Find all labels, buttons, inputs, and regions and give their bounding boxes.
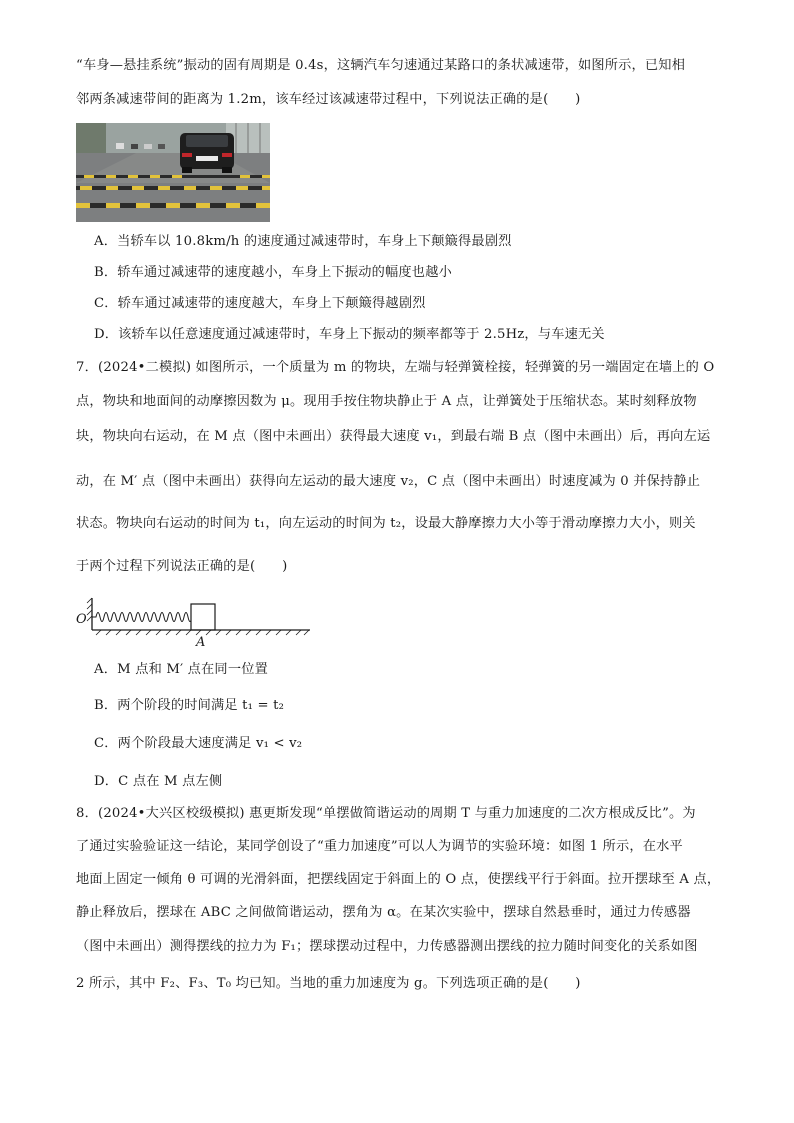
speed-bump-photo xyxy=(76,123,270,222)
q7-option-b: B．两个阶段的时间满足 t₁ = t₂ xyxy=(94,698,285,713)
q6-option-c: C．轿车通过减速带的速度越大，车身上下颠簸得越剧烈 xyxy=(94,296,426,311)
q7-stem-line-1: 7．(2024•二模拟) 如图所示，一个质量为 m 的物块，左端与轻弹簧栓接，轻弹簧的另一端固定在墙上的 O xyxy=(76,360,715,375)
q6-option-d: D．该轿车以任意速度通过减速带时，车身上下振动的频率都等于 2.5Hz，与车速无关 xyxy=(94,327,605,342)
q8-stem-line-6: 2 所示，其中 F₂、F₃、T₀ 均已知。当地的重力加速度为 g。下列选项正确的是( ) xyxy=(76,976,581,991)
q7-stem-line-5: 状态。物块向右运动的时间为 t₁，向左运动的时间为 t₂，设最大静摩擦力大小等于滑动摩擦力大小，则关 xyxy=(76,516,696,531)
q7-option-c: C．两个阶段最大速度满足 v₁ < v₂ xyxy=(94,736,303,751)
label-o: O xyxy=(76,612,87,627)
spring-block-diagram xyxy=(76,596,316,656)
q6-stem-line-2: 邻两条减速带间的距离为 1.2m，该车经过该减速带过程中，下列说法正确的是( ) xyxy=(76,92,581,107)
q6-option-a: A．当轿车以 10.8km/h 的速度通过减速带时，车身上下颠簸得最剧烈 xyxy=(94,234,512,249)
q7-stem-line-4: 动，在 M′ 点（图中未画出）获得向左运动的最大速度 v₂，C 点（图中未画出）时速度减为 0 并保持静止 xyxy=(76,474,701,489)
q8-stem-line-1: 8．(2024•大兴区校级模拟) 惠更斯发现“单摆做简谐运动的周期 T 与重力加速度的二次方根成反比”。为 xyxy=(76,806,696,821)
q7-option-a: A．M 点和 M′ 点在同一位置 xyxy=(94,662,268,677)
q7-stem-line-3: 块，物块向右运动，在 M 点（图中未画出）获得最大速度 v₁，到最右端 B 点（图中未画出）后，再向左运 xyxy=(76,429,711,444)
q8-stem-line-2: 了通过实验验证这一结论，某同学创设了“重力加速度”可以人为调节的实验环境：如图 1 所示，在水平 xyxy=(76,839,683,854)
wall-hatch xyxy=(87,598,92,621)
q8-stem-line-5: （图中未画出）测得摆线的拉力为 F₁；摆球摆动过程中，力传感器测出摆线的拉力随时间变化的关系如图 xyxy=(76,939,698,954)
block xyxy=(191,604,215,630)
spring xyxy=(92,613,194,622)
q6-option-b: B．轿车通过减速带的速度越小，车身上下振动的幅度也越小 xyxy=(94,265,452,280)
q7-stem-line-2: 点，物块和地面间的动摩擦因数为 μ。现用手按住物块静止于 A 点，让弹簧处于压缩状态。某时刻释放物 xyxy=(76,394,697,409)
q6-stem-line-1: “车身—悬挂系统”振动的固有周期是 0.4s，这辆汽车匀速通过某路口的条状减速带，如图所示，已知相 xyxy=(76,58,686,73)
q8-stem-line-4: 静止释放后，摆球在 ABC 之间做简谐运动，摆角为 α。在某次实验中，摆球自然悬垂时，通过力传感器 xyxy=(76,905,691,920)
q7-stem-line-6: 于两个过程下列说法正确的是( ) xyxy=(76,559,288,574)
label-a: A xyxy=(196,635,206,650)
q8-stem-line-3: 地面上固定一倾角 θ 可调的光滑斜面，把摆线固定于斜面上的 O 点，使摆线平行于斜面。拉开摆球至 A 点， xyxy=(76,872,721,887)
q7-option-d: D．C 点在 M 点左侧 xyxy=(94,774,223,789)
